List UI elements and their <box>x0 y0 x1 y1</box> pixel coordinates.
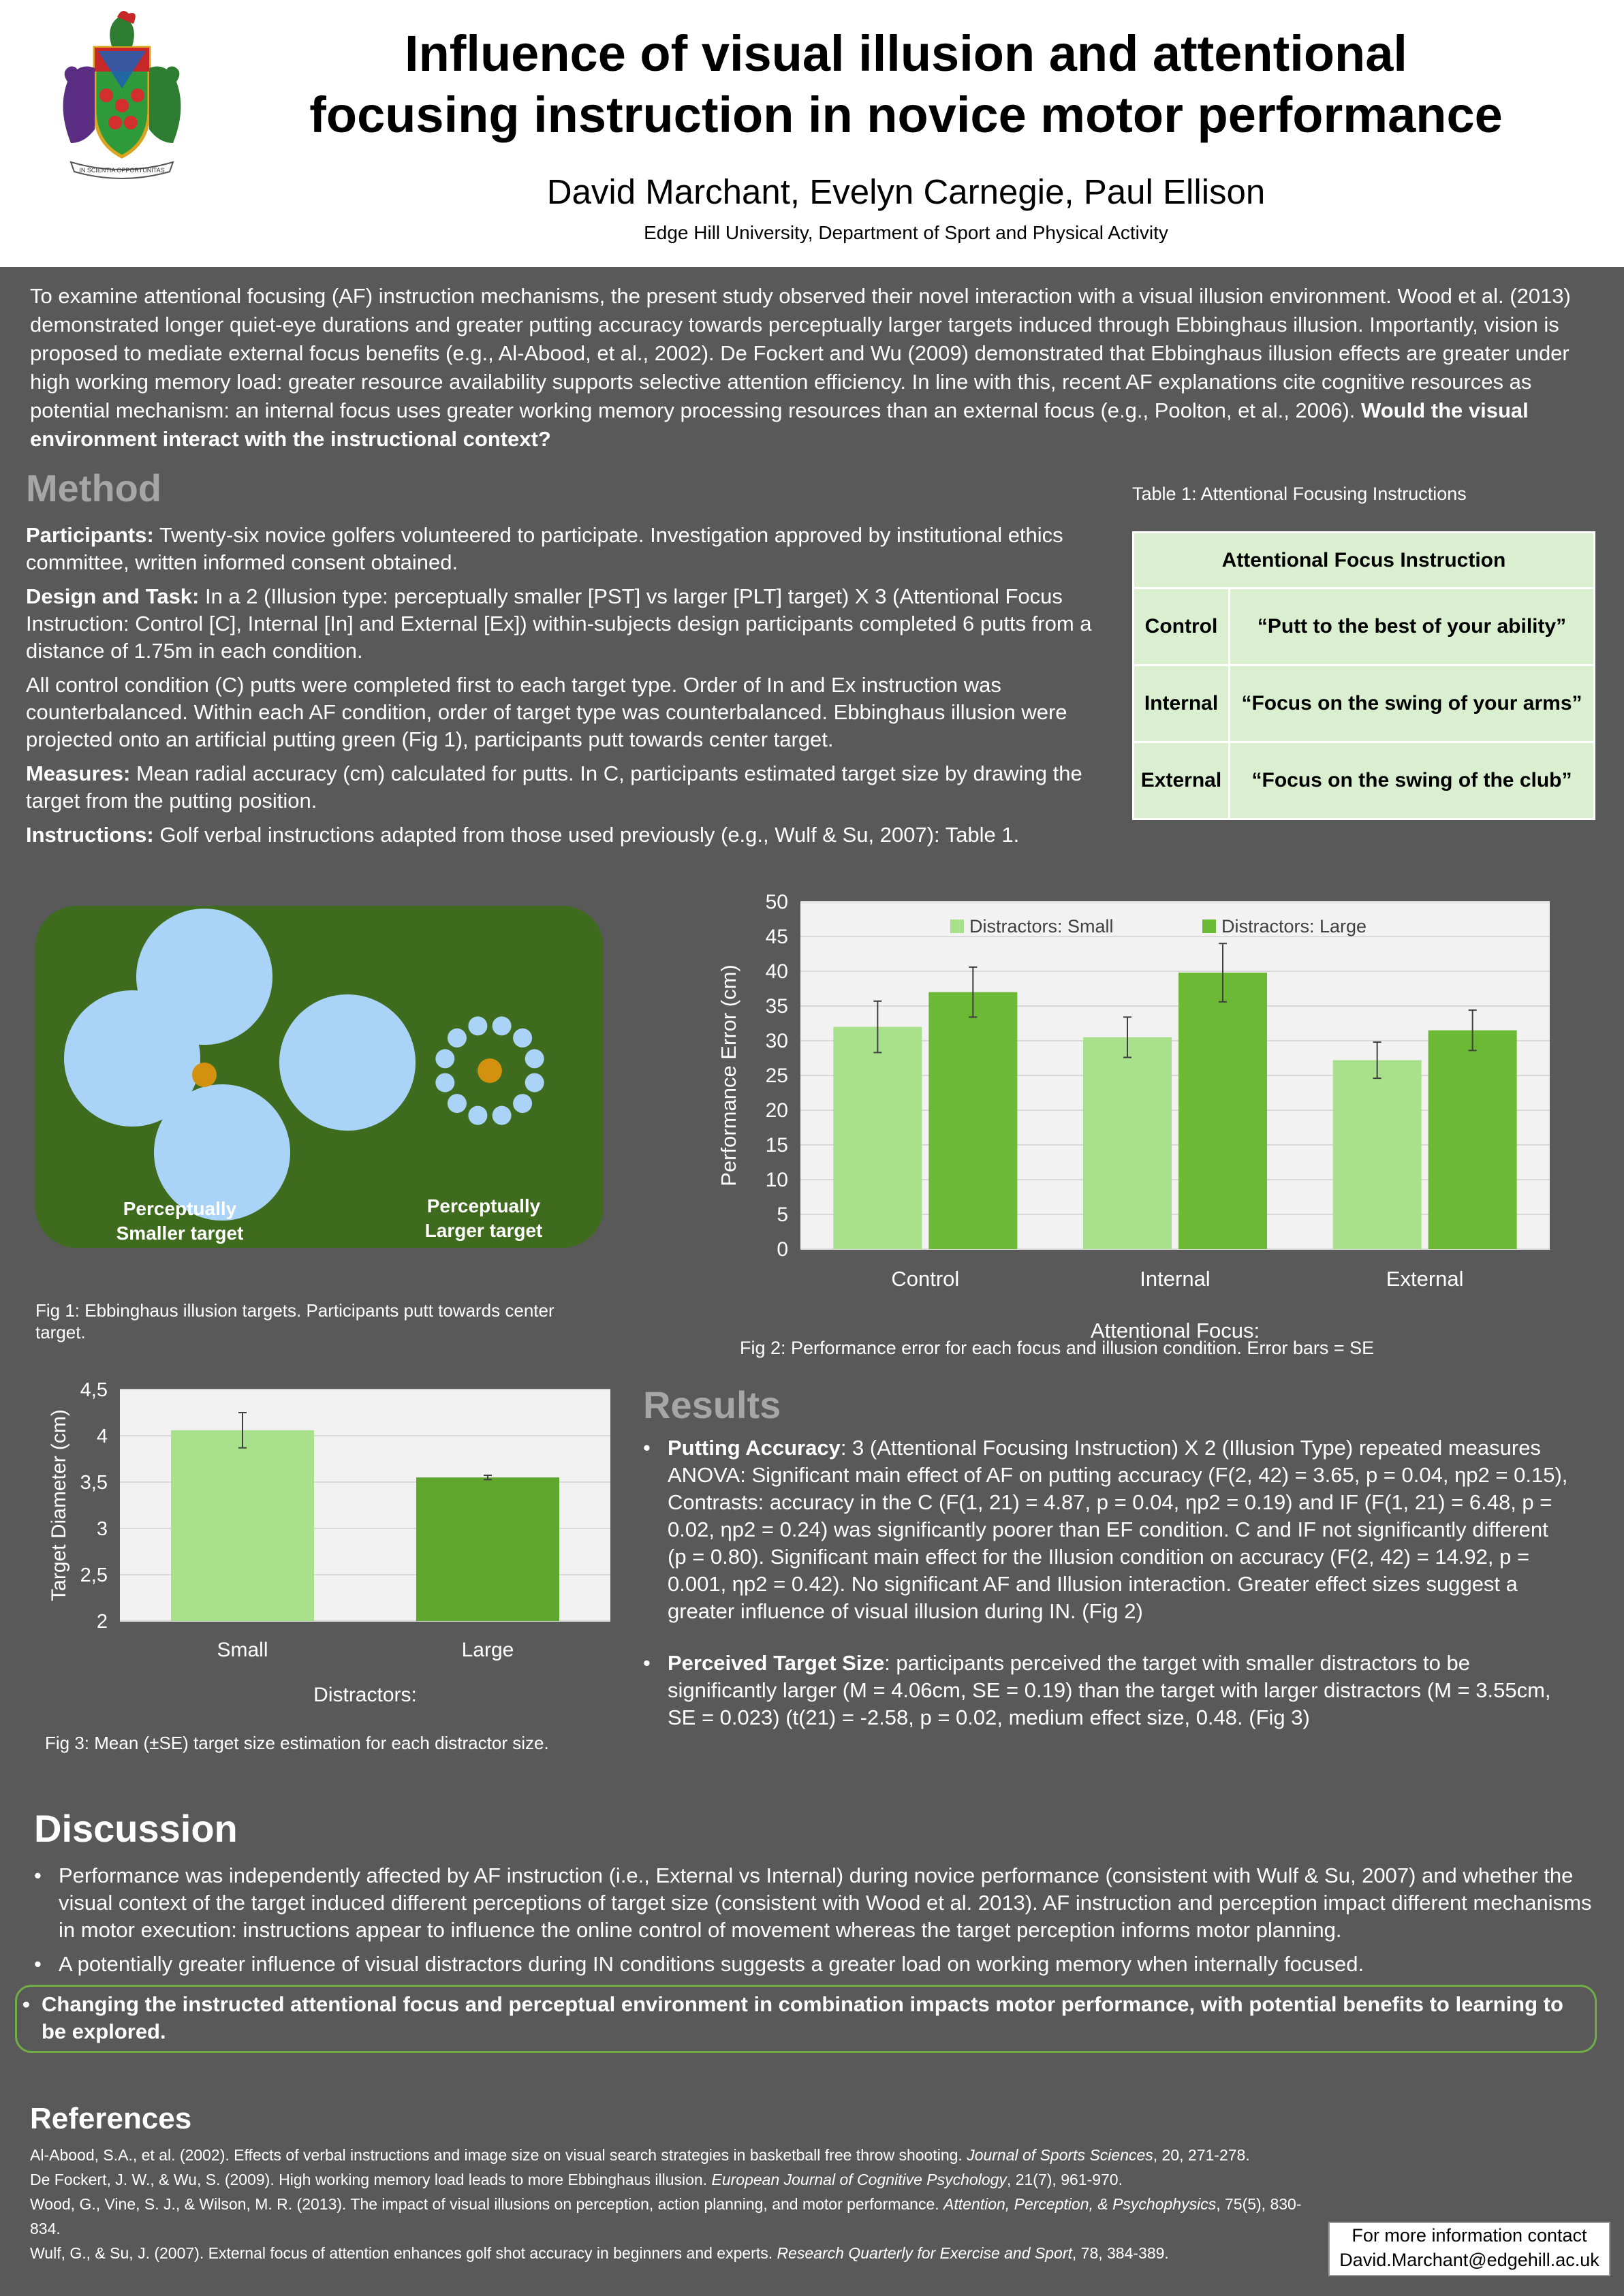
measures-text: Mean radial accuracy (cm) calculated for putts. In C, participants estimated target size by drawing the target from the putting position. <box>26 761 1082 813</box>
discussion-bullet <box>34 1862 1594 1944</box>
title-line-1: Influence of visual illusion and attentional <box>405 25 1407 82</box>
ebbinghaus-illusion-drawing <box>35 906 604 1248</box>
title-line-2: focusing instruction in novice motor performance <box>309 87 1503 143</box>
target-size-chart <box>30 1369 629 1710</box>
instructions-label: Instructions: <box>26 823 154 847</box>
bar <box>1333 1060 1422 1249</box>
intro-text: To examine attentional focusing (AF) instruction mechanisms, the present study observed their novel interaction with a visual illusion environment. Wood et al. (2013) demonstrated longer quiet-eye durations and greater putting accuracy towards perceptually larger targets induced through Ebbinghaus illusion. Importantly, vision is proposed to mediate external focus benefits (e.g., Al-Abood, et al., 2002). De Fockert and Wu (2009) demonstrated that Ebbinghaus illusion effects are greater under high working memory load: greater resource availability supports selective attention efficiency. In line with this, recent AF explanations cite cognitive resources as potential mechanism: an internal focus uses greater working memory processing resources than an external focus (e.g., Poolton, et al., 2006). <box>30 284 1571 422</box>
participants-text: Twenty-six novice golfers volunteered to participate. Investigation approved by institutional ethics committee, written informed consent obtained. <box>26 523 1063 574</box>
discussion-bullet-text: Performance was independently affected by AF instruction (i.e., External vs Internal) during novice performance (consistent with Wulf & Su, 2007) and whether the visual context of the target induced different perceptions of target size (consistent with Wood et al. 2013). AF instruction and perception impact different mechanisms in motor execution: instructions appear to influence the online control of movement whereas the target perception informs motor planning. <box>59 1863 1592 1942</box>
table-1-caption: Table 1: Attentional Focusing Instructions <box>1132 484 1467 504</box>
introduction-paragraph <box>30 282 1604 454</box>
discussion-bullet-text: A potentially greater influence of visual distractors during IN conditions suggests a greater load on working memory when internally focused. <box>59 1952 1364 1976</box>
reference-details: , 78, 384-389. <box>1072 2244 1169 2262</box>
small-distractor-circle <box>493 1106 512 1125</box>
references-list <box>30 2143 1324 2265</box>
performance-error-chart <box>695 881 1567 1344</box>
reference-details: , 20, 271-278. <box>1153 2146 1250 2164</box>
bullet-dot: • <box>34 1952 42 1976</box>
svg-text:IN SCIENTIA OPPORTUNITAS: IN SCIENTIA OPPORTUNITAS <box>79 167 165 174</box>
y-tick-label: 2,5 <box>80 1564 108 1586</box>
contact-line-1: For more information contact <box>1352 2225 1587 2246</box>
x-tick-label: Small <box>217 1639 268 1661</box>
poster-header <box>0 0 1624 267</box>
small-distractor-circle <box>448 1094 467 1113</box>
small-distractor-circle <box>435 1049 454 1068</box>
bar <box>416 1477 559 1621</box>
contact-box <box>1328 2222 1610 2276</box>
table-row-text: “Focus on the swing of the club” <box>1230 742 1595 819</box>
small-distractor-circle <box>448 1028 467 1048</box>
results-section <box>643 1434 1570 1756</box>
y-tick-label: 3,5 <box>80 1472 108 1494</box>
x-tick-label: External <box>1386 1267 1464 1291</box>
conclusion-highlight-box <box>15 1985 1597 2053</box>
y-tick-label: 0 <box>777 1238 788 1261</box>
bar <box>833 1027 922 1249</box>
university-crest-logo <box>30 7 214 191</box>
participants-label: Participants: <box>26 523 154 547</box>
x-axis-title: Attentional Focus: <box>1090 1319 1260 1342</box>
design-paragraph <box>26 583 1116 665</box>
small-distractor-circle <box>513 1028 532 1048</box>
reference-text: Wulf, G., & Su, J. (2007). External focus of attention enhances golf shot accuracy in beginners and experts. <box>30 2244 777 2262</box>
perceived-size-label: Perceived Target Size <box>668 1651 885 1675</box>
bar <box>928 992 1017 1249</box>
bar <box>1428 1031 1517 1249</box>
y-tick-label: 4 <box>96 1426 108 1447</box>
y-tick-label: 35 <box>765 995 788 1018</box>
small-distractor-circle <box>435 1073 454 1092</box>
table-header: Attentional Focus Instruction <box>1134 533 1595 588</box>
method-heading: Method <box>26 467 162 509</box>
y-tick-label: 20 <box>765 1099 788 1122</box>
fig1-caption: Fig 1: Ebbinghaus illusion targets. Participants putt towards center target. <box>35 1300 555 1342</box>
small-distractor-circle <box>525 1073 544 1092</box>
y-tick-label: 10 <box>765 1169 788 1191</box>
putting-accuracy-label: Putting Accuracy <box>668 1436 841 1460</box>
y-tick-label: 25 <box>765 1065 788 1087</box>
y-tick-label: 40 <box>765 960 788 983</box>
legend-swatch <box>1202 919 1216 933</box>
research-question: Would the visual environment interact with the instructional context? <box>30 398 1529 451</box>
reference-details: , 75(5), 830-834. <box>30 2195 1302 2237</box>
reference-journal: Research Quarterly for Exercise and Sport <box>777 2244 1072 2262</box>
instructions-paragraph <box>26 821 1116 849</box>
bullet-dot: • <box>643 1651 651 1675</box>
authors: David Marchant, Evelyn Carnegie, Paul Ellison <box>546 172 1266 211</box>
affiliation: Edge Hill University, Department of Sport and Physical Activity <box>644 222 1168 243</box>
smaller-target-dot <box>192 1063 217 1087</box>
references-heading: References <box>30 2102 192 2135</box>
participants-paragraph <box>26 522 1116 576</box>
design-label: Design and Task: <box>26 584 200 608</box>
y-tick-label: 15 <box>765 1134 788 1157</box>
large-distractor-circle <box>279 994 416 1131</box>
contact-email[interactable]: David.Marchant@edgehill.ac.uk <box>1339 2250 1599 2270</box>
table-row-label: Internal <box>1134 665 1230 742</box>
fig3-caption: Fig 3: Mean (±SE) target size estimation for each distractor size. <box>45 1733 549 1753</box>
reference-text: Al-Abood, S.A., et al. (2002). Effects of verbal instructions and image size on visual search strategies in basketball free throw shooting. <box>30 2146 967 2164</box>
table-row-text: “Focus on the swing of your arms” <box>1230 665 1595 742</box>
y-tick-label: 2 <box>96 1611 108 1633</box>
table-row-label: Control <box>1134 588 1230 665</box>
bar <box>1083 1037 1172 1249</box>
fig1-label-large-1: Perceptually <box>426 1195 541 1216</box>
x-tick-label: Large <box>461 1639 514 1661</box>
larger-target-dot <box>478 1058 502 1083</box>
x-tick-label: Internal <box>1140 1267 1211 1291</box>
small-distractor-circle <box>493 1016 512 1035</box>
table-row-text: “Putt to the best of your ability” <box>1230 588 1595 665</box>
discussion-bullet <box>34 1951 1594 1978</box>
attentional-focus-table <box>1132 531 1595 820</box>
putting-accuracy-bullet <box>643 1434 1570 1625</box>
design-text: In a 2 (Illusion type: perceptually smaller [PST] vs larger [PLT] target) X 3 (Attentional Focus Instruction: Control [C], Internal [In] and External [Ex]) within-subjects design participants completed 6 putts from a distance of 1.75m in each condition. <box>26 584 1092 663</box>
fig2-caption: Fig 2: Performance error for each focus and illusion condition. Error bars = SE <box>740 1338 1375 1358</box>
perceived-size-bullet <box>643 1650 1570 1731</box>
x-tick-label: Control <box>891 1267 960 1291</box>
bullet-dot: • <box>34 1863 42 1887</box>
reference-item <box>30 2167 1324 2192</box>
fig1-label-small-2: Smaller target <box>116 1223 244 1244</box>
fig1-label-small-1: Perceptually <box>123 1198 237 1219</box>
y-tick-label: 50 <box>765 891 788 913</box>
small-distractor-circle <box>468 1106 487 1125</box>
y-axis-title: Target Diameter (cm) <box>48 1409 70 1601</box>
method-section <box>26 522 1116 855</box>
measures-label: Measures: <box>26 761 131 785</box>
conclusion-text: Changing the instructed attentional focus and perceptual environment in combination impacts motor performance, with potential benefits to learning to be explored. <box>42 1992 1563 2043</box>
measures-paragraph <box>26 760 1116 815</box>
y-tick-label: 3 <box>96 1518 108 1540</box>
poster-title <box>204 23 1608 146</box>
reference-item <box>30 2241 1324 2265</box>
legend-swatch <box>950 919 964 933</box>
ebbinghaus-illusion-figure <box>35 906 604 1248</box>
reference-journal: European Journal of Cognitive Psychology <box>711 2171 1007 2188</box>
small-distractor-circle <box>468 1016 487 1035</box>
discussion-heading: Discussion <box>34 1807 238 1850</box>
legend-label: Distractors: Small <box>969 916 1114 937</box>
small-distractor-circle <box>513 1094 532 1113</box>
discussion-section <box>22 1862 1594 2053</box>
reference-item <box>30 2143 1324 2167</box>
bar <box>1178 973 1267 1249</box>
fig1-label-large-2: Larger target <box>424 1220 543 1241</box>
table-row-label: External <box>1134 742 1230 819</box>
reference-item <box>30 2192 1324 2241</box>
y-tick-label: 30 <box>765 1030 788 1052</box>
putting-accuracy-text: : 3 (Attentional Focusing Instruction) X 2 (Illusion Type) repeated measures ANOVA: Significant main effect of AF on putting accuracy (F(2, 42) = 3.65, p = 0.04, ηp2 = 0.15), Contrasts: accuracy in the C (F(1, 21) = 4.87, p = 0.04, ηp2 = 0.19) and IF (F(1, 21) = 6.48, p = 0.02, ηp2 = 0.24) was significantly poorer than EF condition. C and IF not significantly different (p = 0.80). Significant main effect for the Illusion condition on accuracy (F(2, 42) = 14.92, p = 0.001, ηp2 = 0.42). No significant AF and Illusion interaction. Greater effect sizes suggest a greater influence of visual illusion during IN. (Fig 2) <box>668 1436 1568 1623</box>
bullet-dot: • <box>643 1436 651 1460</box>
reference-text: De Fockert, J. W., & Wu, S. (2009). High working memory load leads to more Ebbinghaus illusion. <box>30 2171 712 2188</box>
y-tick-label: 4,5 <box>80 1379 108 1401</box>
small-distractor-circle <box>525 1049 544 1068</box>
order-paragraph: All control condition (C) putts were completed first to each target type. Order of In and Ex instruction was counterbalanced. Within each AF condition, order of target type was counterbalanced. Ebbinghaus illusion were projected onto an artificial putting green (Fig 1), participants putt towards center target. <box>26 673 1067 751</box>
bullet-dot: • <box>22 1992 30 2016</box>
x-axis-title: Distractors: <box>313 1684 417 1706</box>
results-heading: Results <box>643 1383 781 1426</box>
y-axis-title: Performance Error (cm) <box>717 964 740 1186</box>
y-tick-label: 5 <box>777 1204 788 1226</box>
instructions-text: Golf verbal instructions adapted from those used previously (e.g., Wulf & Su, 2007): Table 1. <box>153 823 1020 847</box>
legend-label: Distractors: Large <box>1221 916 1367 937</box>
bar <box>171 1430 314 1621</box>
y-tick-label: 45 <box>765 926 788 948</box>
perceived-size-text: : participants perceived the target with smaller distractors to be significantly larger (M = 4.06cm, SE = 0.19) than the target with larger distractors (M = 3.55cm, SE = 0.023) (t(21) = -2.58, p = 0.02, medium effect size, 0.48. (Fig 3) <box>668 1651 1551 1729</box>
reference-journal: Attention, Perception, & Psychophysics <box>943 2195 1217 2213</box>
reference-text: Wood, G., Vine, S. J., & Wilson, M. R. (2013). The impact of visual illusions on perception, action planning, and motor performance. <box>30 2195 944 2213</box>
reference-details: , 21(7), 961-970. <box>1006 2171 1123 2188</box>
reference-journal: Journal of Sports Sciences <box>967 2146 1153 2164</box>
